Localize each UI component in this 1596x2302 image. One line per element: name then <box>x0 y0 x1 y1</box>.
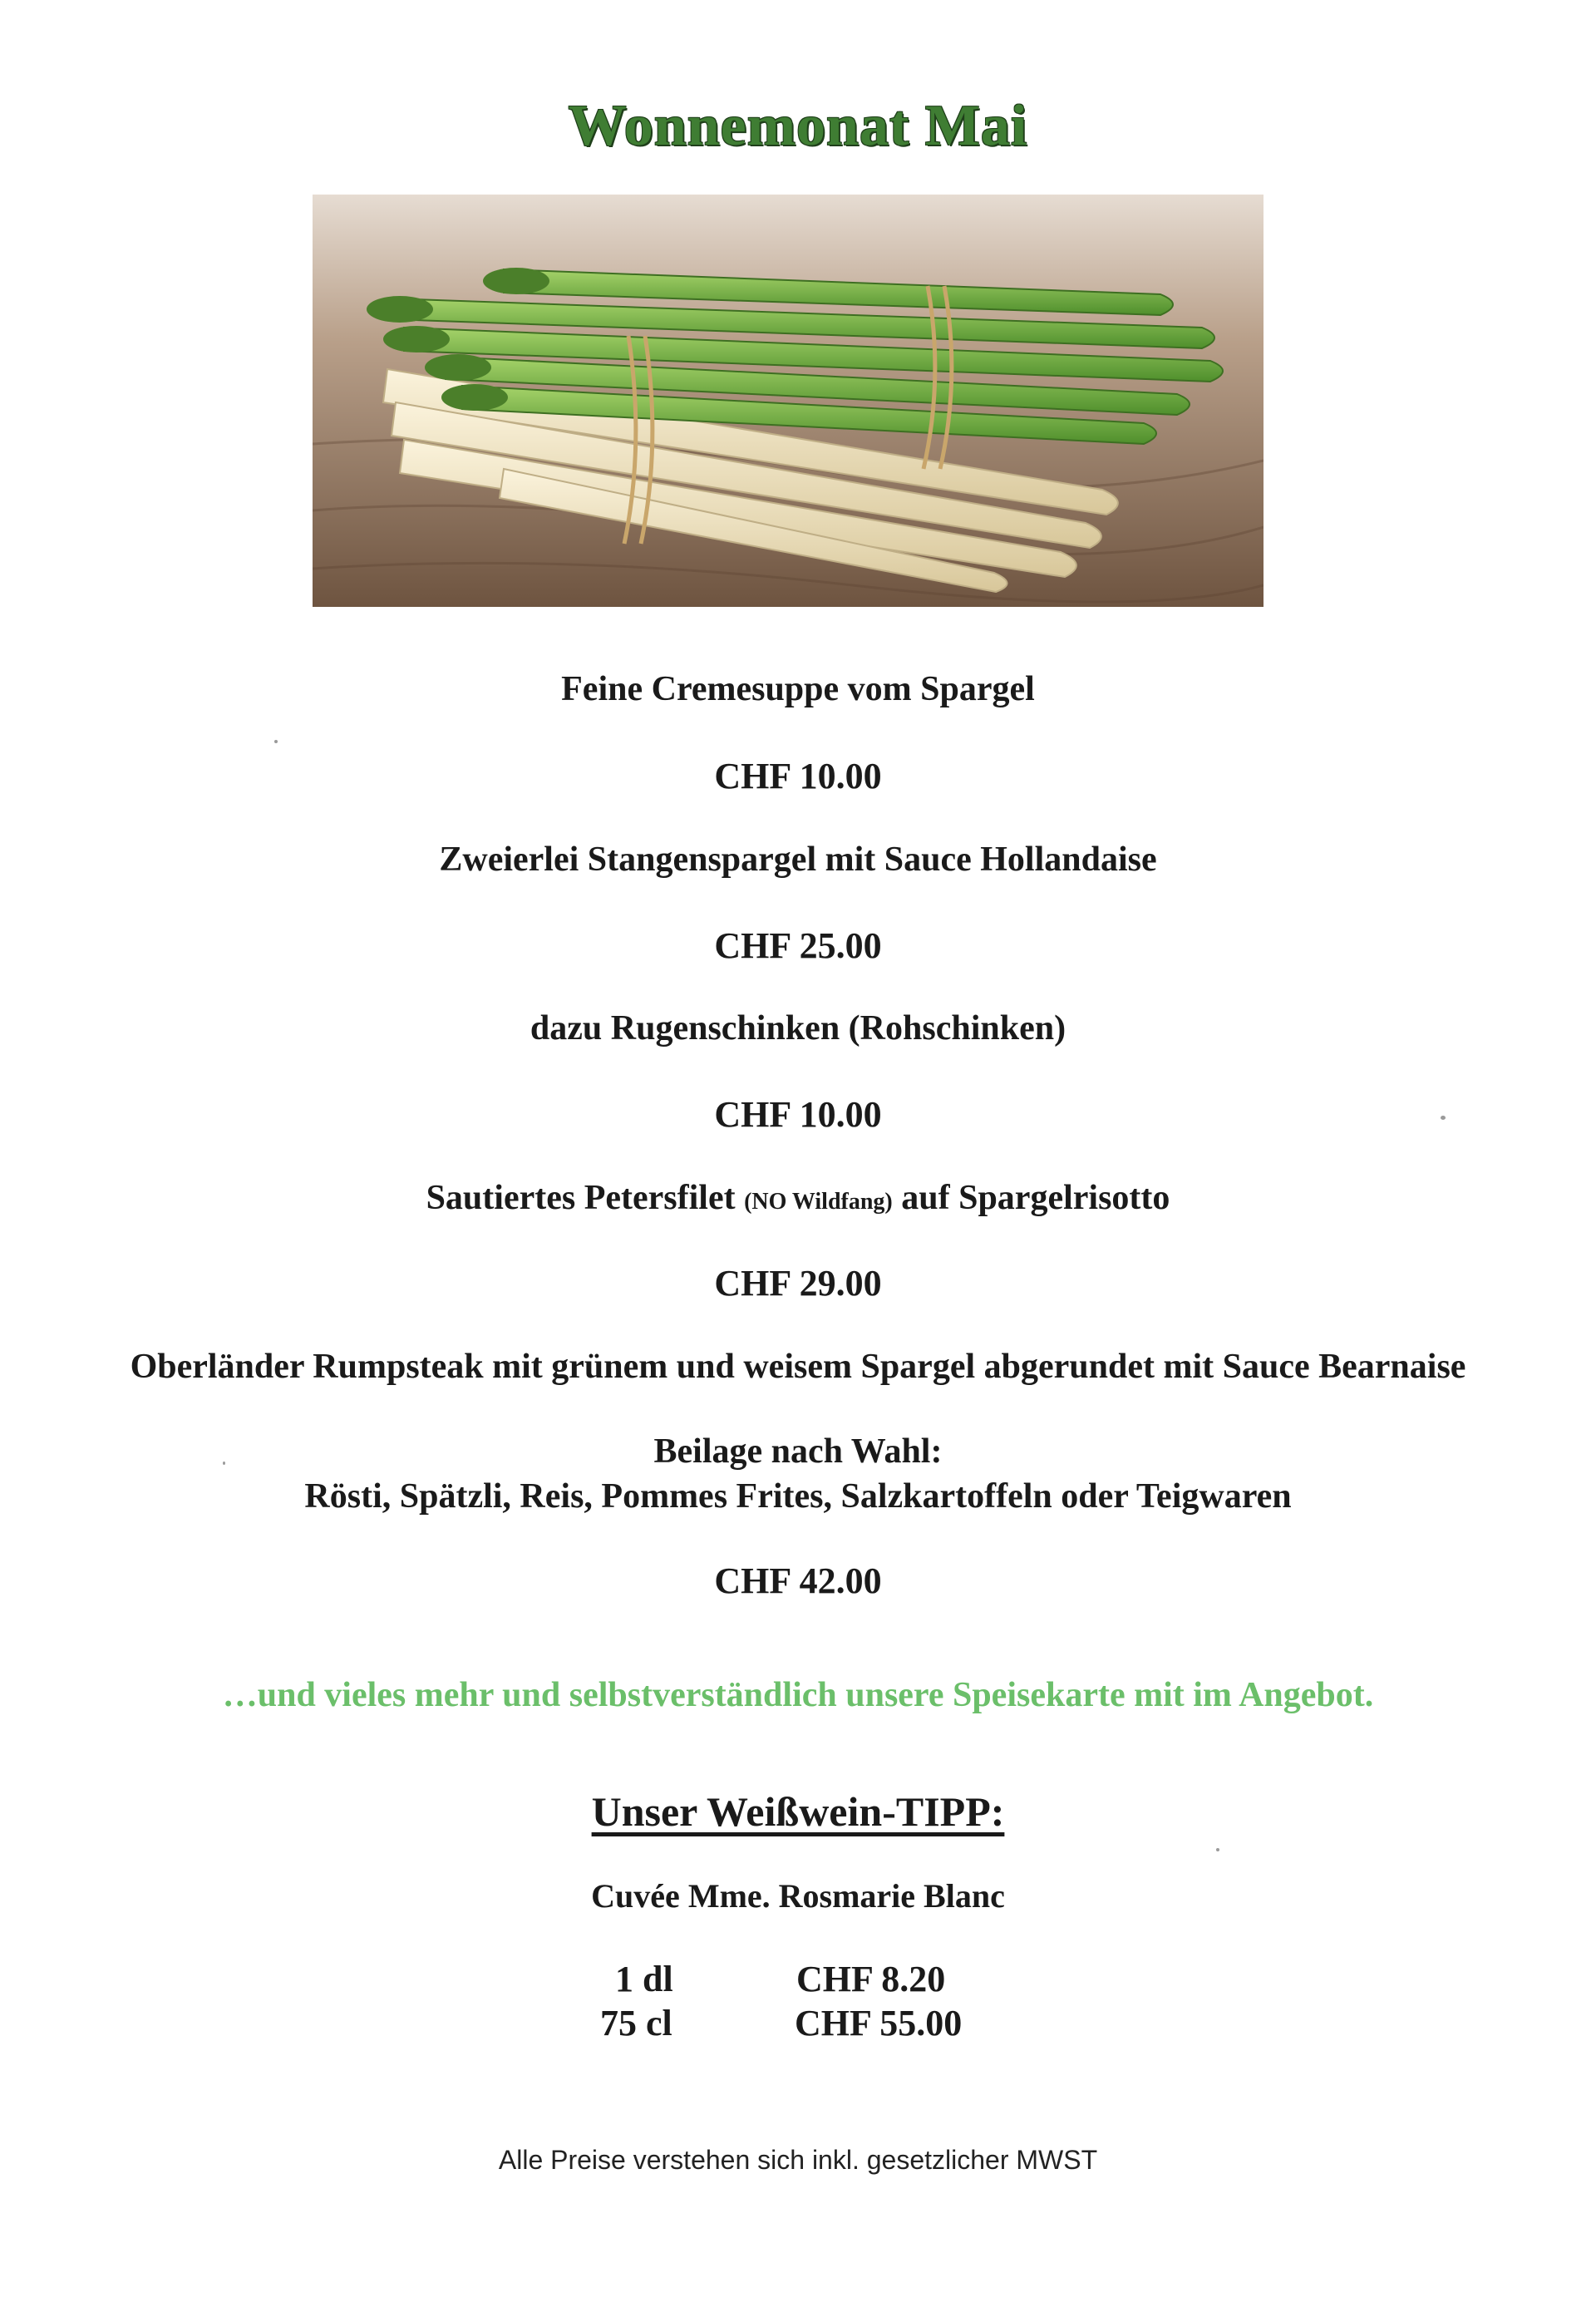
item-steak-side-options: Rösti, Spätzli, Reis, Pommes Frites, Salzkartoffeln oder Teigwaren <box>304 1477 1292 1516</box>
tagline: …und vieles mehr und selbstverständlich unsere Speisekarte mit im Angebot. <box>222 1676 1374 1714</box>
item-fish-price: CHF 29.00 <box>714 1263 882 1304</box>
item-steak-side-label: Beilage nach Wahl: <box>653 1432 943 1471</box>
scan-speck <box>223 1462 225 1465</box>
item-fish-name-b: auf Spargelrisotto <box>892 1179 1170 1217</box>
item-fish-note: (NO Wildfang) <box>744 1189 893 1215</box>
wine-price-2: CHF 55.00 <box>795 2003 963 2043</box>
item-soup-name: Feine Cremesuppe vom Spargel <box>561 670 1035 708</box>
item-soup-price: CHF 10.00 <box>714 756 882 796</box>
item-steak-name: Oberländer Rumpsteak mit grünem und weisem Spargel abgerundet mit Sauce Bearnaise <box>130 1348 1466 1386</box>
item-ham-price: CHF 10.00 <box>714 1094 882 1135</box>
page-title: Wonnemonat Mai <box>568 94 1028 158</box>
asparagus-photo <box>313 195 1264 607</box>
item-asparagus-name: Zweierlei Stangenspargel mit Sauce Hollandaise <box>439 840 1157 879</box>
scan-speck <box>1441 1116 1446 1120</box>
scan-speck <box>274 740 278 743</box>
wine-name: Cuvée Mme. Rosmarie Blanc <box>591 1877 1005 1915</box>
footer-note: Alle Preise verstehen sich inkl. gesetzlicher MWST <box>498 2145 1098 2175</box>
wine-size-2: 75 cl <box>600 2003 672 2043</box>
wine-tip-heading: Unser Weißwein-TIPP: <box>591 1788 1005 1835</box>
wine-price-1: CHF 8.20 <box>796 1959 946 1999</box>
item-steak-price: CHF 42.00 <box>714 1560 882 1601</box>
item-fish-name-a: Sautiertes Petersfilet <box>426 1179 745 1217</box>
scan-speck <box>1216 1848 1219 1851</box>
item-asparagus-price: CHF 25.00 <box>714 925 882 966</box>
item-fish-name <box>0 1178 1596 1218</box>
item-ham-name: dazu Rugenschinken (Rohschinken) <box>530 1009 1066 1047</box>
wine-size-1: 1 dl <box>615 1959 673 1999</box>
